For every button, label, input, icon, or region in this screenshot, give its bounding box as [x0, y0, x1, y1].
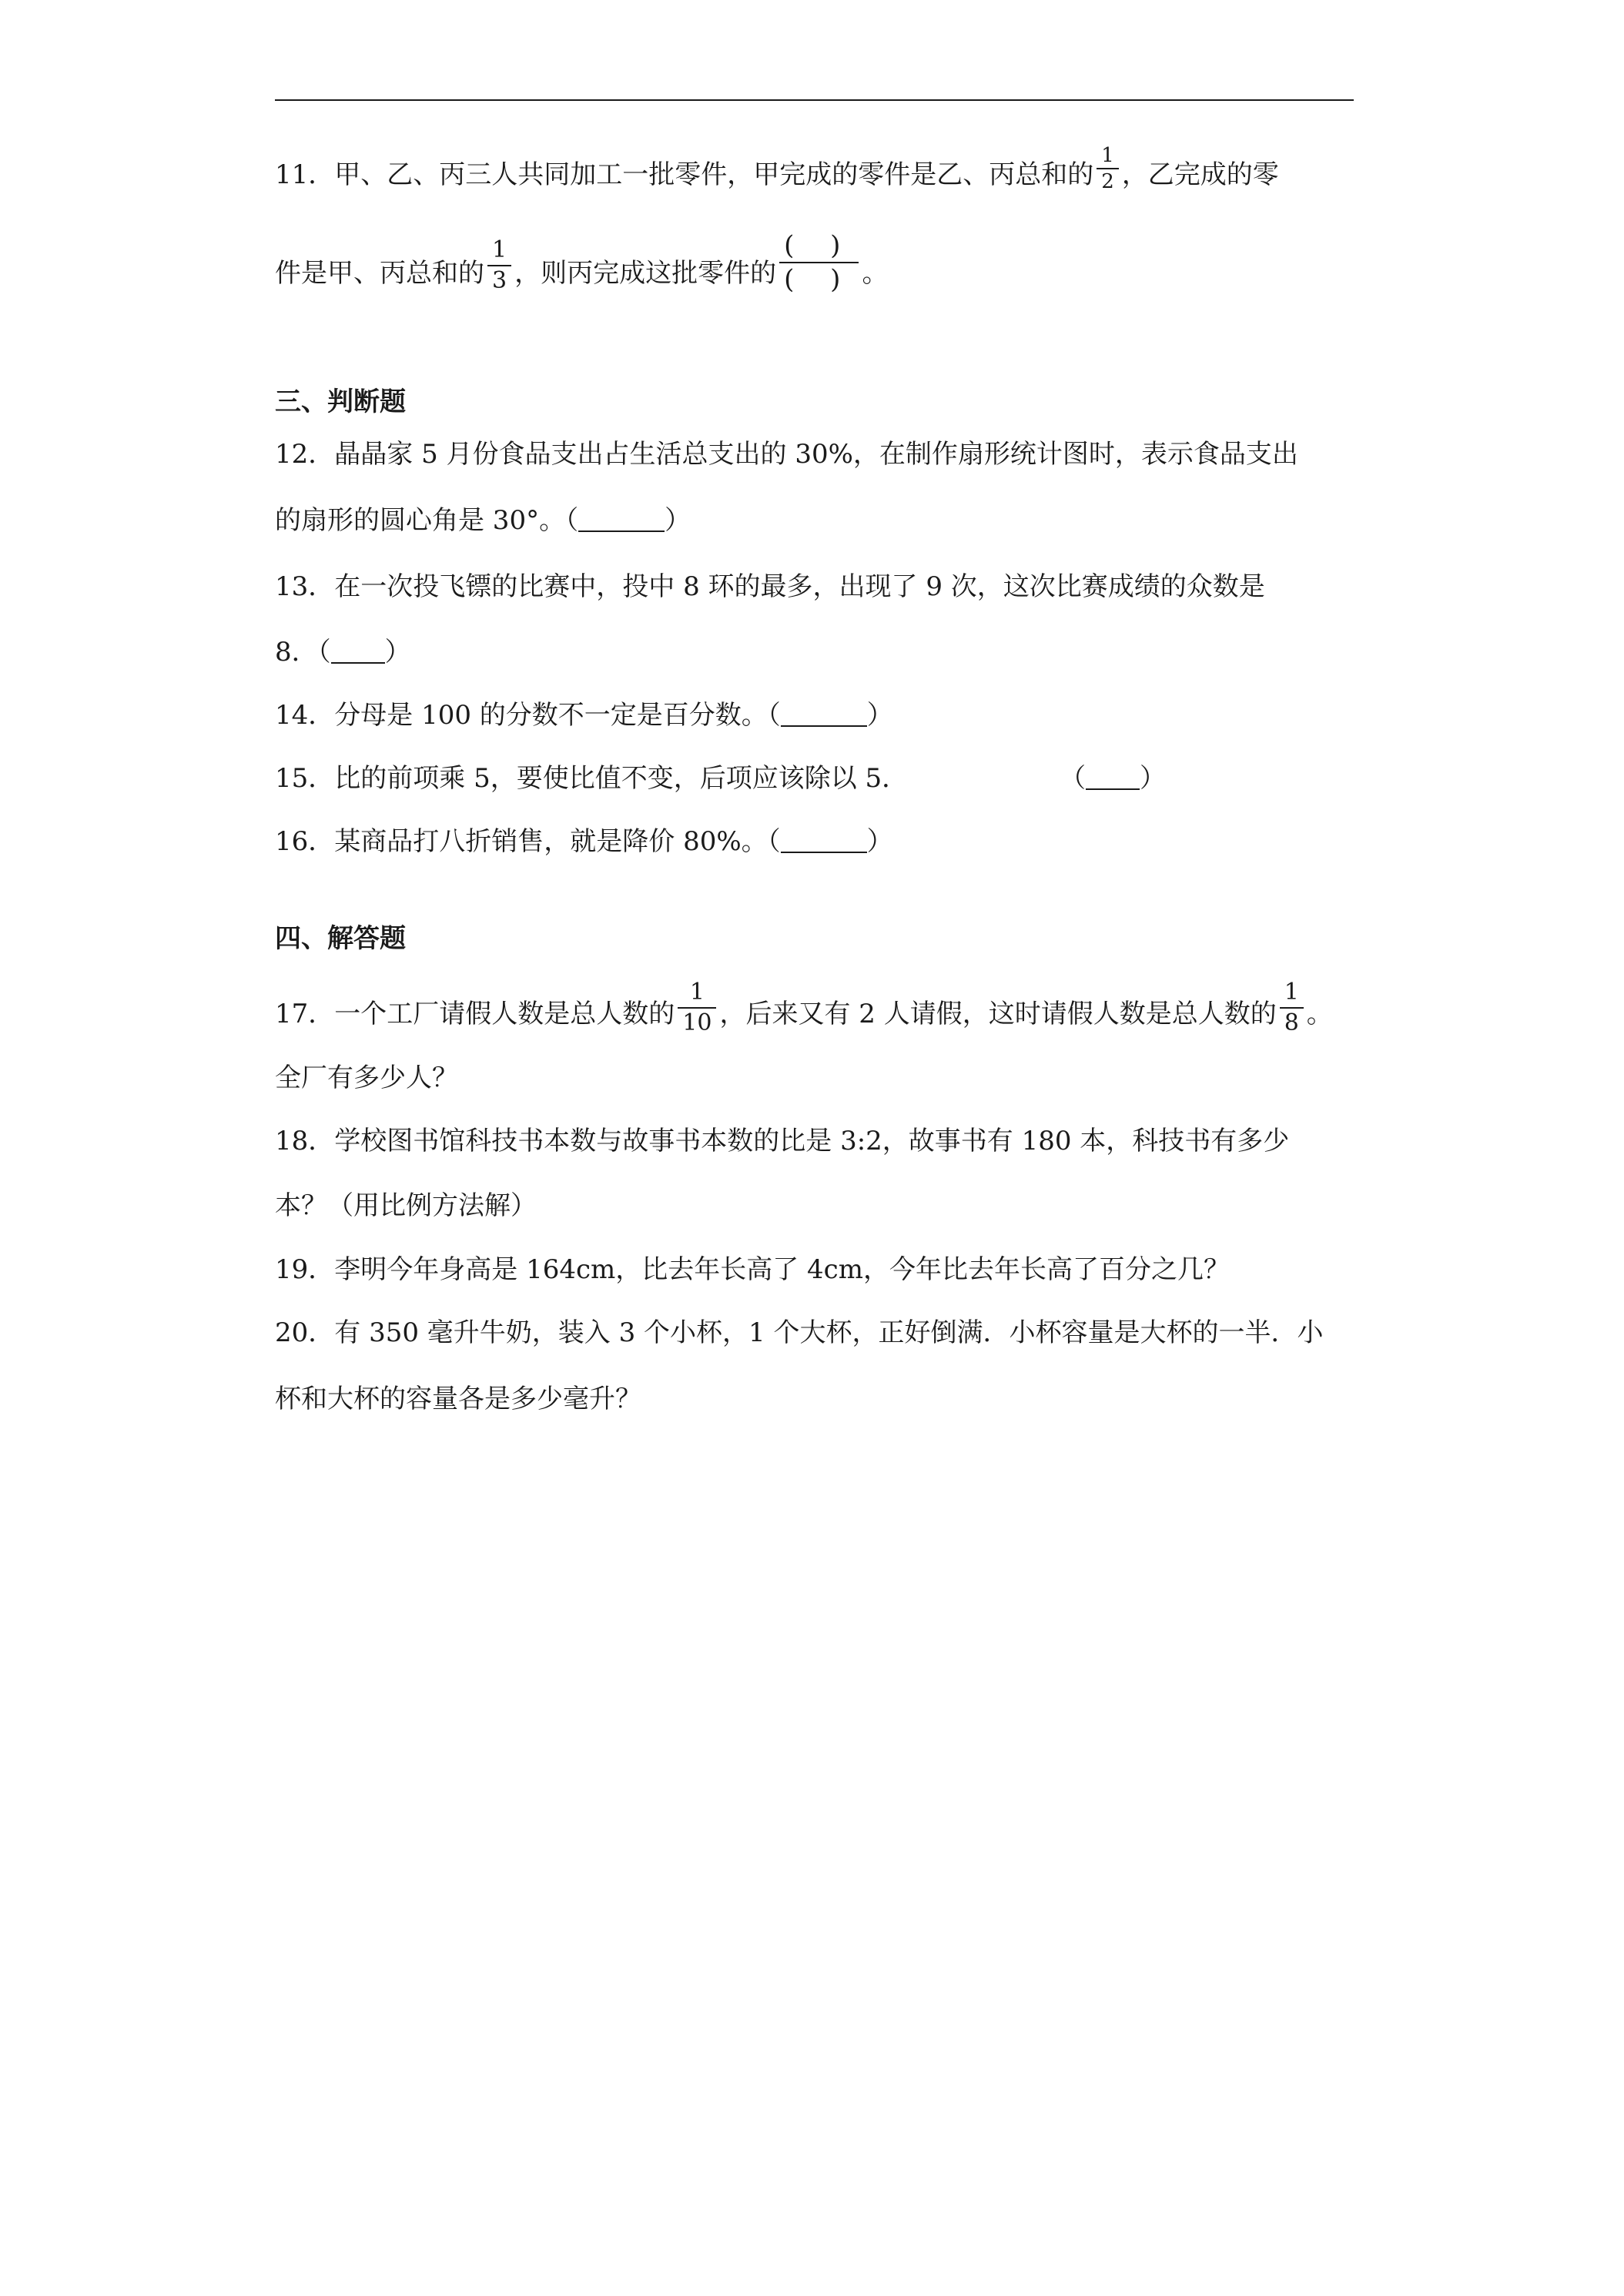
fraction-numerator: 1 — [689, 979, 705, 1006]
q12-text: ） — [665, 505, 691, 536]
q13-answer-blank[interactable] — [331, 641, 385, 664]
fraction-denominator: 10 — [682, 1009, 712, 1036]
q11-fraction-half — [1097, 145, 1119, 192]
q18-line1: 18．学校图书馆科技书本数与故事书本数的比是 3:2，故事书有 180 本，科技书有多少 — [275, 1126, 1290, 1156]
q16-answer-blank[interactable] — [781, 830, 867, 853]
q20-line2: 杯和大杯的容量各是多少毫升？ — [275, 1384, 641, 1414]
fraction-numerator-blank: ( ) — [784, 230, 855, 261]
fraction-numerator: 1 — [492, 236, 507, 263]
q17-text: ，后来又有 2 人请假，这时请假人数是总人数的 — [719, 999, 1277, 1029]
q20-line1: 20．有 350 毫升牛奶，装入 3 个小杯，1 个大杯，正好倒满．小杯容量是大杯的一半．小 — [275, 1317, 1324, 1348]
q19-line1: 19．李明今年身高是 164cm，比去年长高了 4cm，今年比去年长高了百分之几？ — [275, 1254, 1230, 1285]
q11-text: 11．甲、乙、丙三人共同加工一批零件，甲完成的零件是乙、丙总和的 — [275, 159, 1094, 190]
q11-text: 件是甲、丙总和的 — [275, 258, 484, 289]
fraction-denominator: 3 — [492, 267, 507, 294]
fraction-denominator: 8 — [1284, 1009, 1299, 1036]
q13-line1: 13．在一次投飞镖的比赛中，投中 8 环的最多，出现了 9 次，这次比赛成绩的众数是 — [275, 571, 1265, 602]
fraction-numerator: 1 — [1101, 144, 1114, 167]
q13-text: ） — [384, 637, 411, 668]
q14-answer-blank[interactable] — [781, 704, 867, 727]
fraction-denominator-blank: ( ) — [784, 264, 855, 295]
q15-answer — [1060, 761, 1166, 795]
q16-text: 16．某商品打八折销售，就是降价 80%。（ — [275, 826, 781, 857]
section-title-solutions: 四、解答题 — [275, 923, 406, 954]
q15-text: 15．比的前项乘 5，要使比值不变，后项应该除以 5． — [275, 763, 909, 794]
q15-line — [275, 761, 908, 795]
q14-text: 14．分母是 100 的分数不一定是百分数。（ — [275, 700, 781, 731]
q15-text: ） — [1140, 763, 1166, 794]
fraction-numerator: 1 — [1284, 979, 1299, 1006]
q14-text: ） — [866, 700, 893, 731]
q14-line — [275, 698, 893, 732]
q16-text: ） — [866, 826, 893, 857]
q11-text: ，则丙完成这批零件的 — [514, 258, 777, 289]
q12-text: 的扇形的圆心角是 30°。（ — [275, 505, 579, 536]
q17-text: 17．一个工厂请假人数是总人数的 — [275, 999, 675, 1029]
q15-text: （ — [1060, 763, 1086, 794]
q16-line — [275, 825, 893, 858]
q13-line2 — [275, 635, 411, 669]
q18-line2: 本？（用比例方法解） — [275, 1190, 537, 1221]
q11-line1 — [275, 145, 1279, 192]
q17-fraction-eighth — [1280, 979, 1304, 1036]
q17-text: 。 — [1306, 999, 1333, 1029]
q11-text: 。 — [862, 258, 889, 289]
q17-fraction-tenth — [678, 979, 716, 1036]
q11-fraction-third — [487, 237, 511, 294]
q13-text: 8．（ — [275, 637, 331, 668]
q15-answer-blank[interactable] — [1086, 767, 1140, 790]
q12-answer-blank[interactable] — [578, 509, 665, 532]
q17-line2: 全厂有多少人？ — [275, 1063, 458, 1093]
header-rule — [275, 99, 1354, 101]
fraction-denominator: 2 — [1101, 170, 1114, 193]
q17-line1 — [275, 979, 1333, 1036]
q11-line2 — [275, 231, 888, 294]
q12-line1: 12．晶晶家 5 月份食品支出占生活总支出的 30%，在制作扇形统计图时，表示食品支出 — [275, 439, 1298, 470]
section-title-judgement: 三、判断题 — [275, 387, 406, 417]
q12-line2 — [275, 504, 691, 537]
q11-answer-blank-fraction[interactable] — [779, 231, 859, 294]
q11-text: ，乙完成的零 — [1121, 159, 1279, 190]
